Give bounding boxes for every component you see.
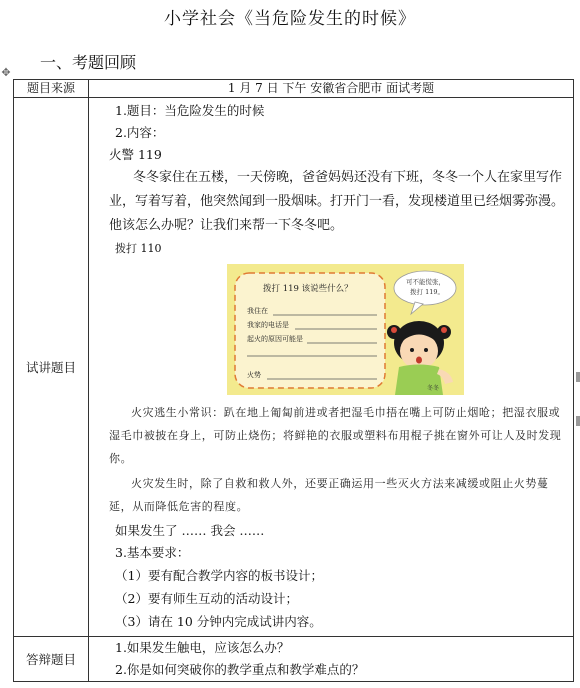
figure-field-2: 我家的电话是 — [247, 321, 289, 329]
trial-content — [89, 98, 574, 637]
textbook-figure — [227, 264, 464, 395]
answer-label: 答辩题目 — [14, 637, 89, 682]
if-line: 如果发生了 …… 我会 …… — [115, 523, 265, 538]
table-move-handle-icon[interactable]: ✥ — [1, 66, 11, 79]
answer-question-2: 2.你是如何突破你的教学重点和教学难点的？ — [115, 662, 365, 677]
requirement-3: （3）请在 10 分钟内完成试讲内容。 — [115, 614, 322, 629]
requirement-2: （2）要有师生互动的活动设计； — [115, 591, 298, 606]
tip-2: 火灾发生时，除了自救和救人外，还要正确运用一些灭火方法来减缓或阻止火势蔓延，从而降低危害的程度。 — [109, 477, 549, 513]
trial-story: 冬冬家住在五楼，一天傍晚，爸爸妈妈还没有下班，冬冬一个人在家里写作业，写着写着，他突然闻到一股烟味。打开门一看，发现楼道里已经烟雾弥漫。他该怎么办呢？让我们来帮一下冬冬吧。 — [109, 170, 565, 233]
section-heading: 一、考题回顾 — [40, 53, 137, 72]
right-margin-marker — [576, 372, 580, 382]
answer-content — [89, 637, 574, 682]
table-row — [14, 98, 574, 637]
figure-card-title: 拨打 119 该说些什么？ — [263, 284, 353, 294]
requirement-1: （1）要有配合教学内容的板书设计； — [115, 568, 323, 583]
trial-label: 试讲题目 — [14, 98, 89, 637]
trial-topic: 1.题目：当危险发生的时候 — [115, 103, 265, 118]
page-title: 小学社会《当危险发生的时候》 — [164, 9, 416, 29]
source-label: 题目来源 — [14, 80, 89, 98]
requirements-label: 3.基本要求： — [115, 545, 190, 560]
figure-field-4: 火势 — [247, 371, 261, 379]
figure-illustration — [227, 264, 464, 395]
figure-field-1: 我住在 — [247, 307, 268, 315]
exam-table — [13, 79, 574, 682]
trial-content-label: 2.内容： — [115, 125, 165, 140]
answer-question-1: 1.如果发生触电，应该怎么办？ — [115, 640, 290, 655]
tip-1: 火灾逃生小常识：趴在地上匍匐前进或者把湿毛巾捂在嘴上可防止烟呛；把湿衣服或湿毛巾被披在身上，可防止烧伤；将鲜艳的衣服或塑料布用棍子挑在窗外可让人及时发现你。 — [109, 406, 562, 465]
table-row — [14, 80, 574, 98]
right-margin-marker — [576, 416, 580, 426]
bubble-text: 可不能慌张， 拨打 119。 — [406, 278, 445, 296]
trial-subheading: 火警 119 — [109, 147, 162, 162]
trial-dial: 拨打 110 — [115, 242, 162, 255]
figure-field-3: 起火的原因可能是 — [247, 335, 303, 343]
figure-signature: 冬冬 — [427, 385, 440, 392]
source-value: 1 月 7 日 下午 安徽省合肥市 面试考题 — [89, 80, 574, 98]
table-row — [14, 637, 574, 682]
